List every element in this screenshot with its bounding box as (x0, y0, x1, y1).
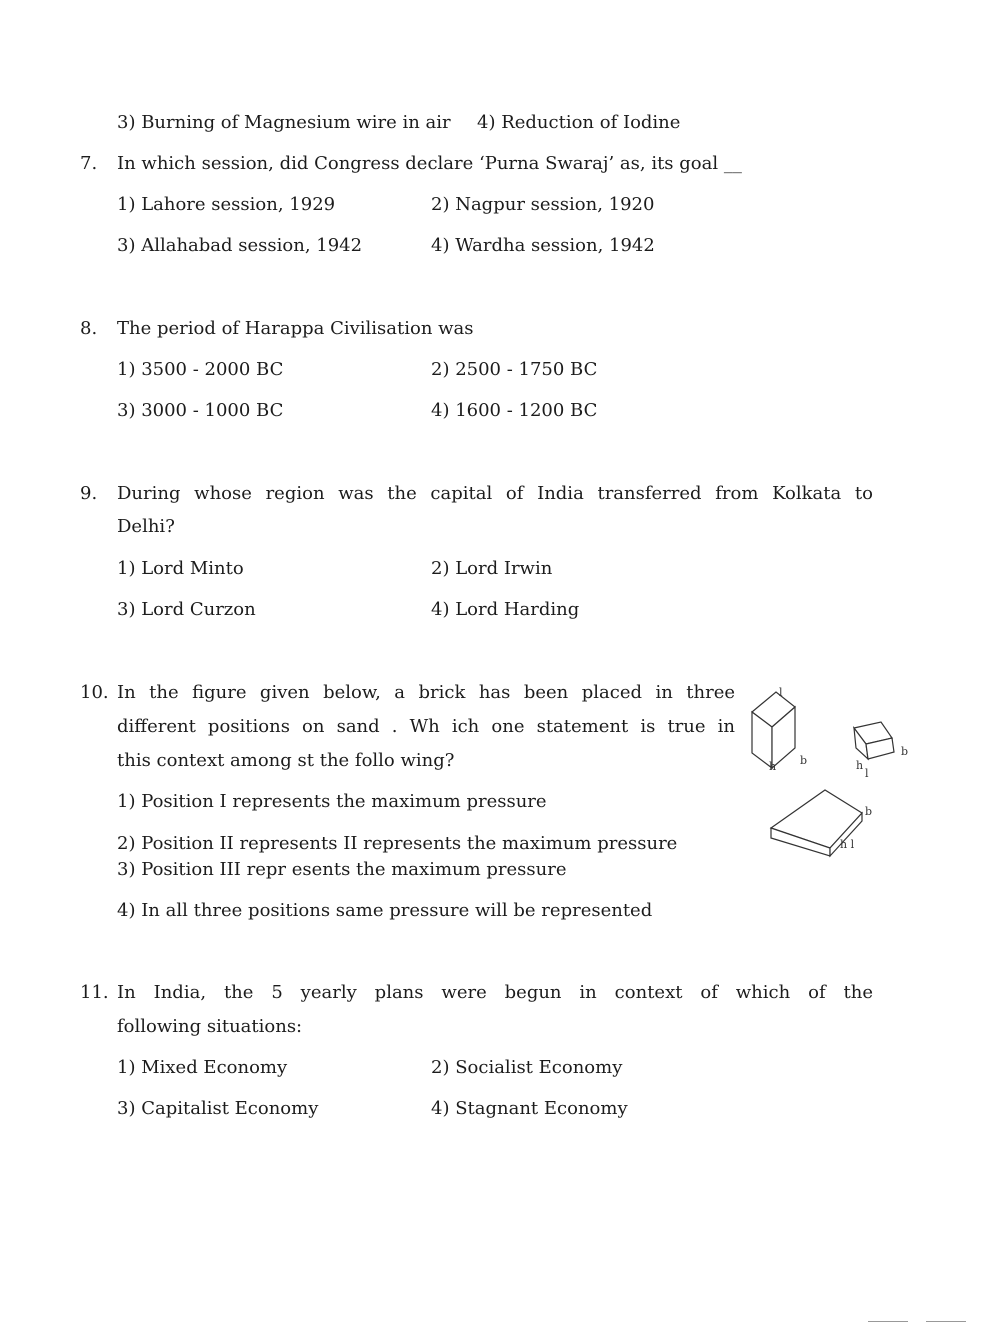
q10-option-3: 3) Position III repr esents the maximum pressure (117, 859, 567, 880)
q10-text-line1: In the figure given below, a brick has been placed in three (117, 682, 735, 703)
q9-option-3: 3) Lord Curzon (117, 599, 256, 620)
q11-option-1: 1) Mixed Economy (117, 1057, 288, 1078)
q7-option-3: 3) Allahabad session, 1942 (117, 235, 363, 256)
q11-text-line2: following situations: (117, 1016, 303, 1037)
q9-option-1: 1) Lord Minto (117, 558, 244, 579)
q10-text-line2: different positions on sand . Wh ich one statement is true in (117, 716, 735, 737)
q10-option-2: 2) Position II represents II represents the maximum pressure (117, 833, 678, 854)
q7-text: In which session, did Congress declare ‘Purna Swaraj’ as, its goal __ (117, 153, 742, 174)
q10-option-1: 1) Position I represents the maximum pressure (117, 791, 547, 812)
footer-rule-left (868, 1321, 908, 1322)
q7-option-2: 2) Nagpur session, 1920 (431, 194, 655, 215)
fig-label-h-mid: h (856, 759, 864, 772)
q8-option-4: 4) 1600 - 1200 BC (431, 400, 598, 421)
q9-number: 9. (80, 483, 98, 504)
q7-number: 7. (80, 153, 98, 174)
fig-label-hl-flat: h l (840, 838, 855, 851)
q8-option-2: 2) 2500 - 1750 BC (431, 359, 598, 380)
q7-option-4: 4) Wardha session, 1942 (431, 235, 655, 256)
q8-option-1: 1) 3500 - 2000 BC (117, 359, 284, 380)
q8-number: 8. (80, 318, 98, 339)
footer-rule-right (926, 1321, 966, 1322)
q11-number: 11. (80, 982, 109, 1003)
q9-text-line1: During whose region was the capital of India transferred from Kolkata to (117, 483, 873, 504)
q11-option-4: 4) Stagnant Economy (431, 1098, 628, 1119)
q11-option-2: 2) Socialist Economy (431, 1057, 623, 1078)
fig-label-b-tall: b (800, 754, 808, 767)
q10-number: 10. (80, 682, 109, 703)
q11-option-3: 3) Capitalist Economy (117, 1098, 319, 1119)
q7-option-1: 1) Lahore session, 1929 (117, 194, 336, 215)
brick-position-1 (752, 692, 795, 768)
brick-position-2 (854, 722, 894, 759)
q8-option-3: 3) 3000 - 1000 BC (117, 400, 284, 421)
q10-option-4: 4) In all three positions same pressure will be represented (117, 900, 653, 921)
q11-text-line1: In India, the 5 yearly plans were begun in context of which of the (117, 982, 873, 1003)
q9-text-line2: Delhi? (117, 516, 175, 537)
fig-label-l-mid: l (865, 767, 869, 780)
q9-option-2: 2) Lord Irwin (431, 558, 553, 579)
fig-label-h-tall: h (769, 760, 777, 773)
fig-label-b-mid: b (901, 745, 909, 758)
fig-label-l-top: l (779, 686, 783, 699)
q9-option-4: 4) Lord Harding (431, 599, 580, 620)
fig-label-b-flat: b (865, 805, 873, 818)
q6-option-4: 4) Reduction of Iodine (477, 112, 681, 133)
q6-option-3: 3) Burning of Magnesium wire in air (117, 112, 451, 133)
q10-text-line3: this context among st the follo wing? (117, 750, 455, 771)
q8-text: The period of Harappa Civilisation was (117, 318, 474, 339)
